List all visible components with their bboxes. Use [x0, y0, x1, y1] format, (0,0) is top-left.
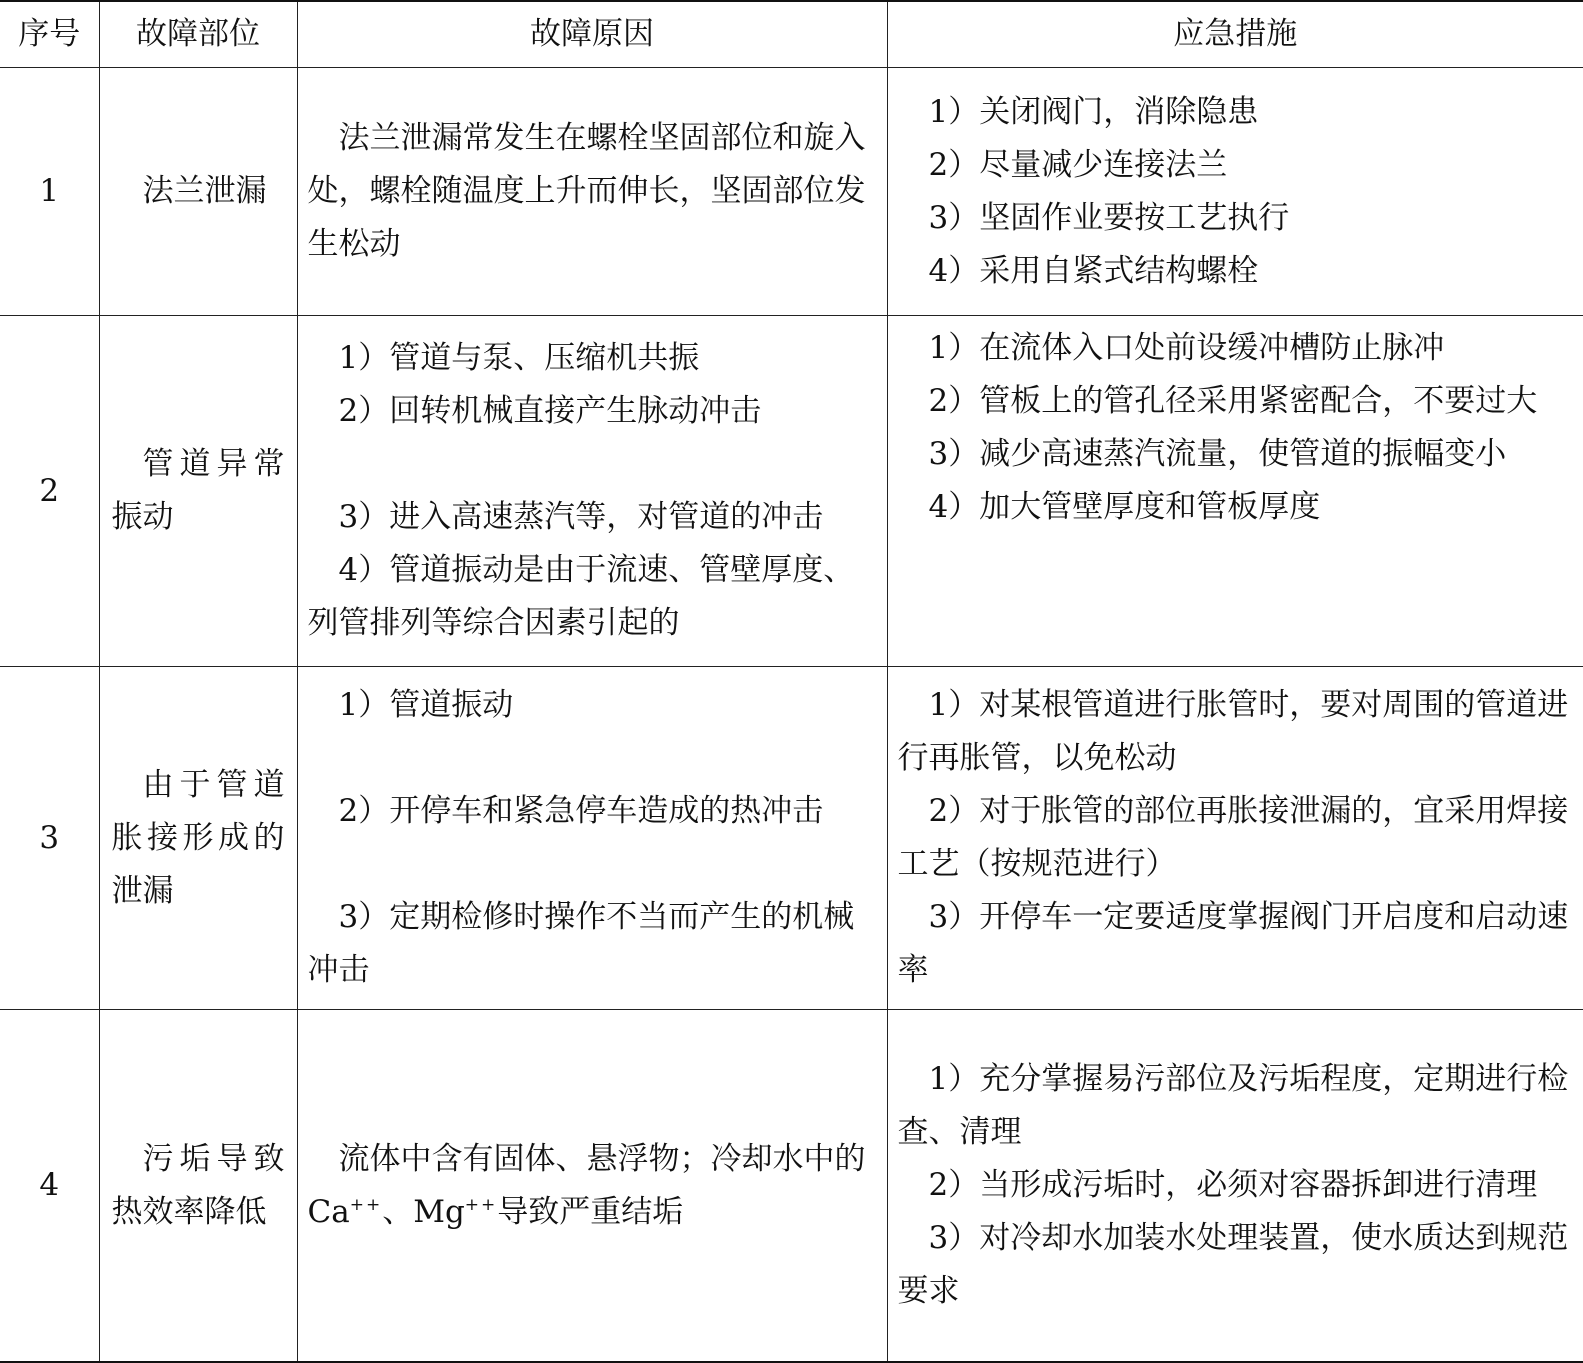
row-cause: [297, 667, 887, 1010]
header-row: [0, 1, 1583, 68]
header-part: 故障部位: [99, 1, 297, 68]
part-text: 污垢导致热效率降低: [111, 1140, 285, 1230]
cause-text: 导致严重结垢: [497, 1193, 684, 1230]
row-part: [99, 68, 297, 316]
row-measure: [887, 1010, 1583, 1363]
measure-item: 1）在流体入口处前设缓冲槽防止脉冲: [928, 330, 1445, 366]
table-row: [0, 667, 1583, 1010]
row-num: 2: [0, 316, 99, 667]
row-cause: [297, 1010, 887, 1363]
measure-item: 1）充分掌握易污部位及污垢程度，定期进行检查、清理: [897, 1061, 1569, 1150]
row-part: [99, 1010, 297, 1363]
cause-item: 3）进入高速蒸汽等，对管道的冲击: [338, 499, 824, 535]
cause-item: 4）管道振动是由于流速、管壁厚度、列管排列等综合因素引起的: [307, 552, 855, 641]
charge-superscript: ++: [464, 1194, 498, 1215]
cause-item: [308, 1133, 877, 1239]
measure-item: 3）对冷却水加装水处理装置，使水质达到规范要求: [897, 1220, 1569, 1309]
row-part: [99, 667, 297, 1010]
charge-superscript: ++: [349, 1194, 383, 1215]
measure-item: 2）对于胀管的部位再胀接泄漏的，宜采用焊接工艺（按规范进行）: [897, 793, 1569, 882]
table-row: [0, 1010, 1583, 1363]
row-part: [99, 316, 297, 667]
measure-item: 2）当形成污垢时，必须对容器拆卸进行清理: [928, 1167, 1538, 1203]
cause-item: 2）回转机械直接产生脉动冲击: [338, 393, 762, 429]
measure-item: 3）坚固作业要按工艺执行: [928, 199, 1290, 236]
table-row: [0, 68, 1583, 316]
measure-item: 4）加大管壁厚度和管板厚度: [928, 489, 1321, 525]
measure-item: 1）关闭阀门，消除隐患: [928, 93, 1259, 130]
row-measure: [887, 68, 1583, 316]
measure-item: 3）开停车一定要适度掌握阀门开启度和启动速率: [897, 899, 1569, 988]
row-num: 4: [0, 1010, 99, 1363]
row-measure: [887, 316, 1583, 667]
cause-item: 法兰泄漏常发生在螺栓坚固部位和旋入处，螺栓随温度上升而伸长，坚固部位发生松动: [307, 120, 866, 262]
row-cause: [297, 68, 887, 316]
table-row: [0, 316, 1583, 667]
measure-item: 2）尽量减少连接法兰: [928, 146, 1228, 183]
measure-item: 2）管板上的管孔径采用紧密配合，不要过大: [928, 383, 1538, 419]
cause-item: 3）定期检修时操作不当而产生的机械冲击: [307, 899, 855, 988]
cause-text: 流体中含有固体、悬浮物；冷却水中的 Ca: [307, 1140, 866, 1230]
row-num: 3: [0, 667, 99, 1010]
cause-item: 1）管道振动: [338, 687, 514, 723]
measure-item: 3）减少高速蒸汽流量，使管道的振幅变小: [928, 436, 1507, 472]
measure-item: 4）采用自紧式结构螺栓: [928, 252, 1259, 289]
row-num: 1: [0, 68, 99, 316]
measure-item: 1）对某根管道进行胀管时，要对周围的管道进行再胀管，以免松动: [897, 687, 1569, 776]
part-text: 法兰泄漏: [142, 173, 267, 209]
row-measure: [887, 667, 1583, 1010]
cause-item: 2）开停车和紧急停车造成的热冲击: [338, 793, 824, 829]
header-measure: 应急措施: [887, 1, 1583, 68]
part-text: 管道异常振动: [111, 446, 285, 535]
part-text: 由于管道胀接形成的泄漏: [111, 766, 285, 909]
row-cause: [297, 316, 887, 667]
cause-text: 、Mg: [382, 1193, 465, 1230]
cause-item: 1）管道与泵、压缩机共振: [338, 340, 700, 376]
header-cause: 故障原因: [297, 1, 887, 68]
header-num: 序号: [0, 1, 99, 68]
